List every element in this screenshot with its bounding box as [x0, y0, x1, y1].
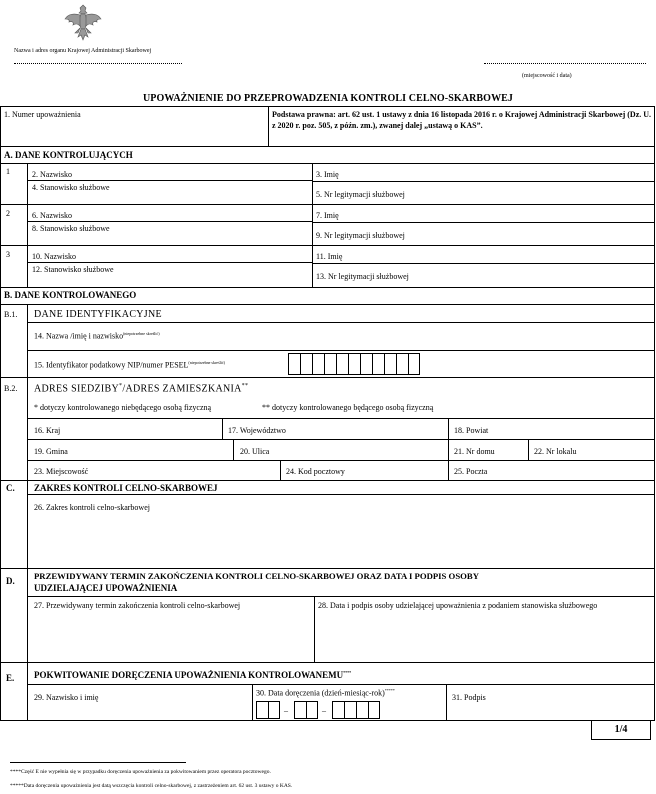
inspector-number-2: 2	[6, 209, 10, 218]
divider	[233, 439, 234, 460]
id-digit-box[interactable]	[396, 353, 408, 375]
field-30-text: 30. Data doręczenia (dzień-miesiąc-rok)	[256, 688, 385, 698]
field-20-street[interactable]: 20. Ulica	[240, 447, 270, 456]
page-number: 1/4	[591, 720, 651, 740]
b1-code: B.1.	[4, 310, 18, 319]
place-date-label: (miejscowość i data)	[522, 73, 572, 79]
divider	[27, 262, 312, 263]
date-digit-box[interactable]	[332, 701, 344, 719]
number-label: 1. Numer upoważnienia	[4, 110, 81, 119]
inspector-surname-1[interactable]: 2. Nazwisko	[32, 170, 72, 179]
divider	[528, 439, 529, 460]
divider	[27, 460, 655, 461]
divider	[280, 460, 281, 480]
divider	[0, 480, 655, 481]
date-separator: –	[322, 706, 326, 715]
place-date-field[interactable]	[484, 63, 646, 64]
date-digit-box[interactable]	[294, 701, 306, 719]
divider	[0, 163, 655, 164]
inspector-id-2[interactable]: 9. Nr legitymacji służbowej	[316, 231, 405, 240]
date-digit-box[interactable]	[368, 701, 380, 719]
id-digit-box[interactable]	[384, 353, 396, 375]
frame-left	[0, 106, 1, 720]
inspector-position-1[interactable]: 4. Stanowisko służbowe	[32, 183, 110, 192]
divider	[27, 568, 28, 662]
divider	[27, 180, 312, 181]
divider	[27, 662, 28, 720]
b2-title-seat-mark: *	[119, 383, 123, 389]
divider	[27, 163, 28, 287]
footnote-2: *****Data doręczenia upoważnienia jest datą wszczęcia kontroli celno-skarbowej, z zastrzeżeniem art. 62 ust. 3 ustawy o KAS.	[10, 783, 293, 789]
divider	[0, 304, 655, 305]
inspector-name-3[interactable]: 11. Imię	[316, 252, 343, 261]
field-22-apartment-number[interactable]: 22. Nr lokalu	[534, 447, 577, 456]
issuer-label: Nazwa i adres organu Krajowej Administracji Skarbowej	[14, 48, 152, 54]
inspector-id-3[interactable]: 13. Nr legitymacji służbowej	[316, 272, 409, 281]
id-digit-box[interactable]	[300, 353, 312, 375]
b2-title-residence-mark: **	[241, 383, 249, 389]
field-21-house-number[interactable]: 21. Nr domu	[454, 447, 495, 456]
field-15-text: 15. Identyfikator podatkowy NIP/numer PESEL	[34, 360, 189, 370]
field-24-postal-code[interactable]: 24. Kod pocztowy	[286, 467, 345, 476]
b2-title-seat: ADRES SIEDZIBY	[34, 383, 120, 395]
footnote-separator	[10, 762, 186, 763]
b2-title	[34, 383, 248, 394]
divider	[27, 350, 655, 351]
date-digit-box[interactable]	[268, 701, 280, 719]
inspector-id-1[interactable]: 5. Nr legitymacji służbowej	[316, 190, 405, 199]
divider	[268, 106, 269, 146]
date-digit-box[interactable]	[344, 701, 356, 719]
inspector-number-1: 1	[6, 167, 10, 176]
field-30-mark: *****	[384, 688, 395, 693]
field-14-note: (niepotrzebne skreślić)	[123, 331, 160, 336]
divider	[448, 418, 449, 480]
document-title: UPOWAŻNIENIE DO PRZEPROWADZENIA KONTROLI CELNO-SKARBOWEJ	[142, 93, 514, 104]
section-e-title-mark: ****	[343, 670, 352, 675]
b2-title-residence: /ADRES ZAMIESZKANIA	[122, 383, 242, 395]
id-digit-box[interactable]	[288, 353, 300, 375]
section-e-title-text: POKWITOWANIE DORĘCZENIA UPOWAŻNIENIA KONTROLOWANEMU	[34, 670, 344, 680]
id-digit-box[interactable]	[336, 353, 348, 375]
id-digit-box[interactable]	[348, 353, 360, 375]
field-25-post-office[interactable]: 25. Poczta	[454, 467, 488, 476]
inspector-number-3: 3	[6, 250, 10, 259]
divider	[0, 720, 655, 721]
field-23-city[interactable]: 23. Miejscowość	[34, 467, 89, 476]
section-b-title: B. DANE KONTROLOWANEGO	[4, 290, 137, 300]
divider	[312, 222, 655, 223]
inspector-name-1[interactable]: 3. Imię	[316, 170, 339, 179]
field-29-full-name[interactable]: 29. Nazwisko i imię	[34, 693, 99, 702]
section-e-code: E.	[6, 673, 15, 683]
inspector-name-2[interactable]: 7. Imię	[316, 211, 339, 220]
id-digit-box[interactable]	[372, 353, 384, 375]
field-27-end-date[interactable]: 27. Przewidywany termin zakończenia kontroli celno-skarbowej	[34, 601, 241, 610]
divider	[27, 221, 312, 222]
inspector-surname-2[interactable]: 6. Nazwisko	[32, 211, 72, 220]
divider	[312, 181, 655, 182]
id-digit-box[interactable]	[360, 353, 372, 375]
divider	[0, 568, 655, 569]
field-26-scope[interactable]: 26. Zakres kontroli celno-skarbowej	[34, 503, 150, 512]
divider	[0, 146, 655, 147]
id-digit-box[interactable]	[324, 353, 336, 375]
date-digit-box[interactable]	[356, 701, 368, 719]
section-d-title-line2: UDZIELAJĄCEJ UPOWAŻNIENIA	[34, 583, 178, 593]
divider	[252, 684, 253, 720]
b2-note-1: * dotyczy kontrolowanego niebędącego osobą fizyczną	[34, 403, 212, 412]
legal-basis: Podstawa prawna: art. 62 ust. 1 ustawy z dnia 16 listopada 2016 r. o Krajowej Administracji Skarbowej (Dz. U. z 2020 r. poz. 505, z późn. zm.), zwanej dalej „ustawą o KAS”.	[272, 110, 652, 130]
section-d-title-line1: PRZEWIDYWANY TERMIN ZAKOŃCZENIA KONTROLI CELNO-SKARBOWEJ ORAZ DATA I PODPIS OSOBY	[34, 571, 479, 581]
field-30-delivery-date	[256, 688, 395, 698]
inspector-surname-3[interactable]: 10. Nazwisko	[32, 252, 76, 261]
divider	[27, 596, 655, 597]
b1-title: DANE IDENTYFIKACYJNE	[34, 309, 162, 320]
field-15-label	[34, 360, 225, 370]
field-18-district[interactable]: 18. Powiat	[454, 426, 489, 435]
divider	[0, 377, 655, 378]
frame-top	[0, 106, 655, 107]
issuer-field[interactable]	[14, 63, 182, 64]
date-separator: –	[284, 706, 288, 715]
section-a-title: A. DANE KONTROLUJĄCYCH	[4, 150, 133, 160]
frame-right	[654, 106, 655, 720]
footnote-1: ****Część E nie wypełnia się w przypadku doręczenia upoważnienia za pokwitowaniem przez operatora pocztowego.	[10, 769, 271, 775]
b2-code: B.2.	[4, 384, 18, 393]
field-14-label[interactable]	[34, 331, 160, 341]
divider	[0, 662, 655, 663]
id-digit-box[interactable]	[408, 353, 420, 375]
section-c-code: C.	[6, 483, 15, 493]
field-19-commune[interactable]: 19. Gmina	[34, 447, 68, 456]
section-e-title	[34, 670, 351, 680]
divider	[314, 596, 315, 662]
field-31-signature[interactable]: 31. Podpis	[452, 693, 486, 702]
eagle-emblem-icon	[62, 2, 104, 44]
id-digit-box[interactable]	[312, 353, 324, 375]
inspector-position-3[interactable]: 12. Stanowisko służbowe	[32, 265, 114, 274]
field-15-note: (niepotrzebne skreślić)	[188, 360, 225, 365]
divider	[312, 263, 655, 264]
divider	[27, 439, 655, 440]
divider	[222, 418, 223, 439]
divider	[27, 304, 28, 480]
divider	[27, 684, 655, 685]
divider	[27, 494, 655, 495]
field-14-text: 14. Nazwa /imię i nazwisko	[34, 331, 124, 341]
field-28-date-signature[interactable]: 28. Data i podpis osoby udzielającej upoważnienia z podaniem stanowiska służbowego	[318, 601, 598, 610]
b2-note-2: ** dotyczy kontrolowanego będącego osobą fizyczną	[262, 403, 434, 412]
field-17-voivodeship[interactable]: 17. Województwo	[228, 426, 286, 435]
date-digit-box[interactable]	[256, 701, 268, 719]
field-16-country[interactable]: 16. Kraj	[34, 426, 61, 435]
divider	[446, 684, 447, 720]
inspector-position-2[interactable]: 8. Stanowisko służbowe	[32, 224, 110, 233]
divider	[27, 418, 655, 419]
date-digit-box[interactable]	[306, 701, 318, 719]
section-d-code: D.	[6, 576, 15, 586]
divider	[0, 204, 655, 205]
divider	[27, 322, 655, 323]
section-c-title: ZAKRES KONTROLI CELNO-SKARBOWEJ	[34, 483, 218, 493]
divider	[0, 287, 655, 288]
divider	[0, 245, 655, 246]
